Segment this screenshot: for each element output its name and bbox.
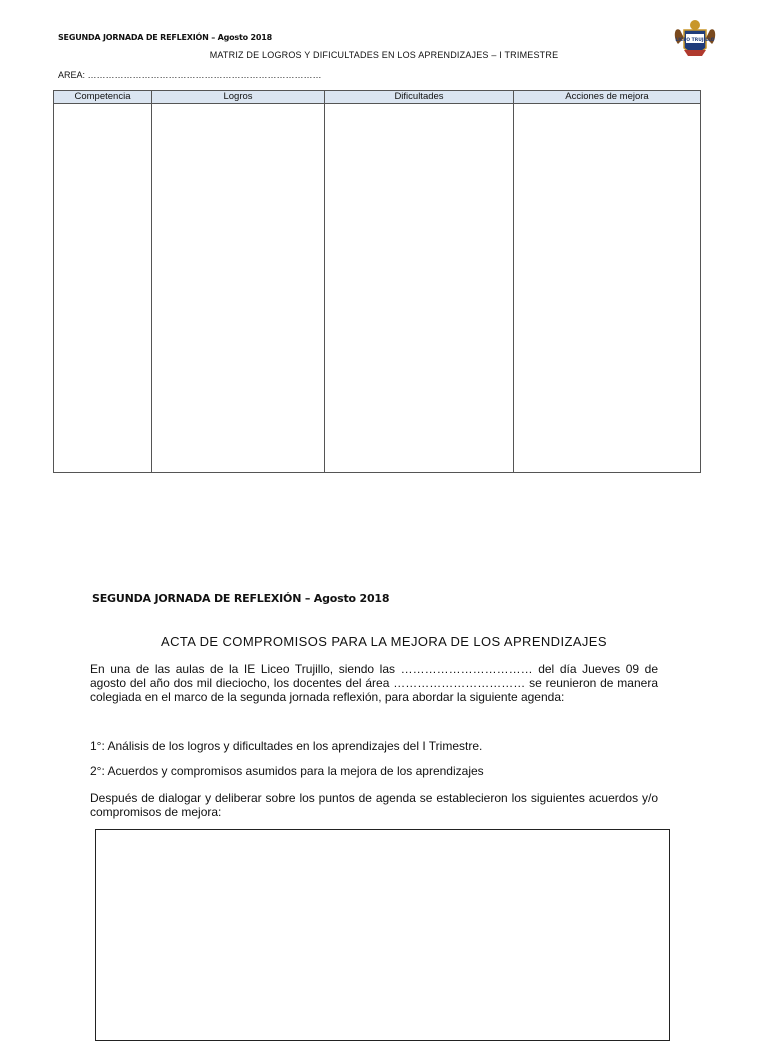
- school-crest-logo: [672, 16, 718, 62]
- header-event-label: SEGUNDA JORNADA DE REFLEXIÓN – Agosto 2018: [58, 33, 272, 42]
- acta-event-label: SEGUNDA JORNADA DE REFLEXIÓN – Agosto 2018: [92, 592, 390, 605]
- acta-agreements-paragraph: Después de dialogar y deliberar sobre los puntos de agenda se establecieron los siguientes acuerdos y/o compromisos de mejora:: [90, 791, 658, 819]
- matrix-title: MATRIZ DE LOGROS Y DIFICULTADES EN LOS APRENDIZAJES – I TRIMESTRE: [209, 50, 559, 60]
- logo-text: LICEO TRUJILLO: [675, 38, 715, 43]
- table-header-row: [54, 91, 701, 104]
- area-field-line: AREA: ……………………………………………………………………: [58, 70, 322, 80]
- table-row: [54, 104, 701, 473]
- matrix-table: [53, 90, 701, 473]
- column-header-logros: Logros: [152, 91, 325, 104]
- cell-dificultades[interactable]: [325, 104, 514, 473]
- column-header-acciones: Acciones de mejora: [514, 91, 701, 104]
- acta-intro-paragraph: En una de las aulas de la IE Liceo Trujillo, siendo las …………………………… del día Jueves 09 de agosto del año dos mil dieciocho, los docentes del área …………………………… se reunieron de manera colegiada en el marco de la segunda jornada reflexión, para abordar la siguiente agenda:: [90, 662, 658, 704]
- column-header-competencia: Competencia: [54, 91, 152, 104]
- agreements-box[interactable]: [95, 829, 670, 1041]
- cell-competencia[interactable]: [54, 104, 152, 473]
- agenda-item-1: 1°: Análisis de los logros y dificultades en los aprendizajes del I Trimestre.: [90, 739, 483, 753]
- cell-logros[interactable]: [152, 104, 325, 473]
- column-header-dificultades: Dificultades: [325, 91, 514, 104]
- cell-acciones[interactable]: [514, 104, 701, 473]
- agenda-item-2: 2°: Acuerdos y compromisos asumidos para la mejora de los aprendizajes: [90, 764, 484, 778]
- acta-title: ACTA DE COMPROMISOS PARA LA MEJORA DE LOS APRENDIZAJES: [161, 634, 607, 649]
